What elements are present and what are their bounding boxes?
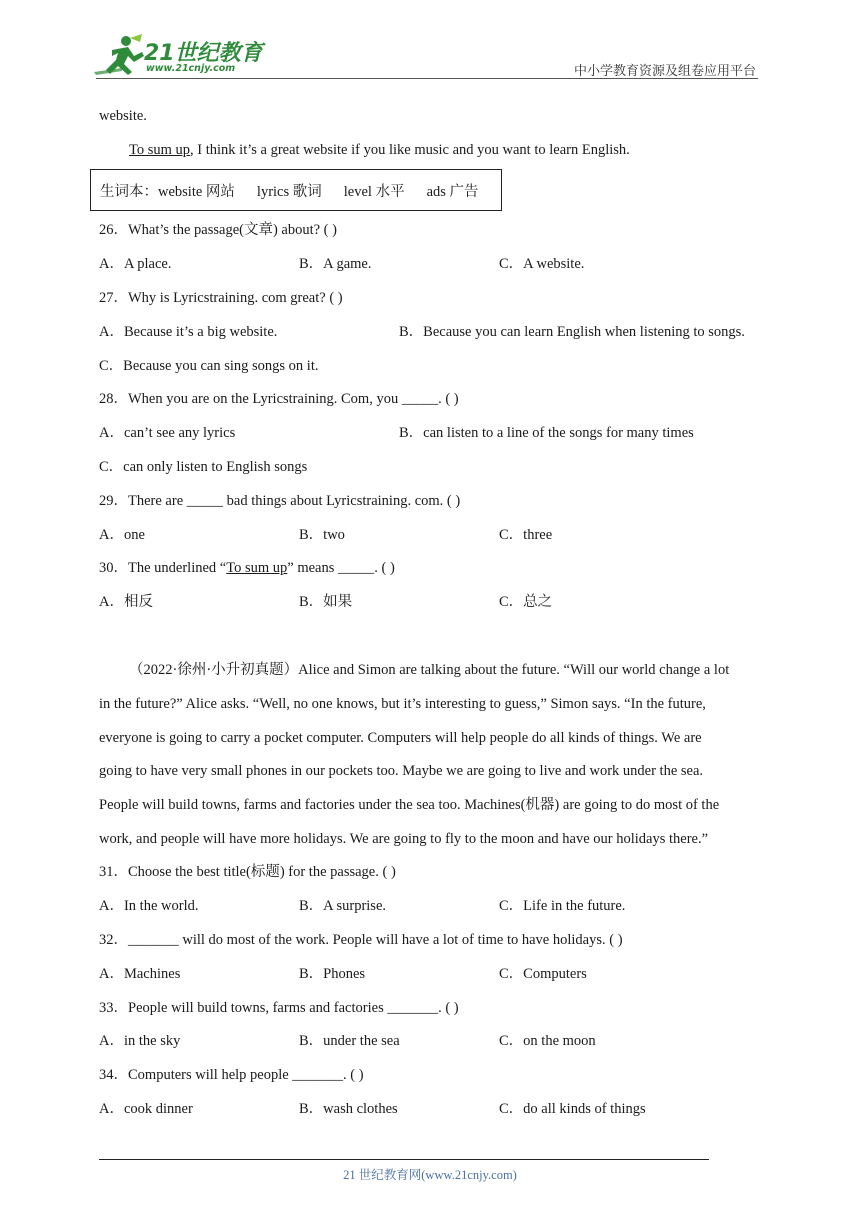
vocabulary-box (90, 169, 502, 211)
footer-divider (99, 1159, 709, 1160)
option-b[interactable]: B．two (299, 527, 345, 543)
question-30-suffix: ” means _____. ( ) (287, 560, 395, 576)
option-b[interactable]: B．A surprise. (299, 898, 386, 914)
option-c[interactable]: C．Because you can sing songs on it. (99, 358, 319, 374)
question-29: 29．There are _____ bad things about Lyricstraining. com. ( ) (99, 493, 461, 509)
option-b[interactable]: B．如果 (299, 594, 353, 610)
option-c[interactable]: C．do all kinds of things (499, 1101, 646, 1117)
question-32: 32．_______ will do most of the work. People will have a lot of time to have holidays. ( ) (99, 932, 623, 948)
vocab-item: level 水平 (343, 184, 405, 200)
option-b[interactable]: B．under the sea (299, 1033, 400, 1049)
option-a[interactable]: A．can’t see any lyrics (99, 425, 236, 441)
option-c[interactable]: C．A website. (499, 256, 585, 272)
passage-line: People will build towns, farms and factories under the sea too. Machines(机器) are going to do most of the (99, 797, 720, 813)
question-34: 34．Computers will help people _______. ( ) (99, 1067, 364, 1083)
vocab-item: lyrics 歌词 (256, 184, 322, 200)
option-a[interactable]: A．cook dinner (99, 1101, 193, 1117)
page-header (0, 0, 860, 90)
vocabulary-list (100, 180, 479, 201)
option-c[interactable]: C．can only listen to English songs (99, 459, 308, 475)
underlined-phrase: To sum up (226, 560, 288, 576)
question-26: 26．What’s the passage(文章) about? ( ) (99, 222, 337, 238)
option-c[interactable]: C．Life in the future. (499, 898, 626, 914)
option-c[interactable]: C．on the moon (499, 1033, 596, 1049)
option-b[interactable]: B．Because you can learn English when listening to songs. (399, 324, 745, 340)
question-31: 31．Choose the best title(标题) for the passage. ( ) (99, 864, 396, 880)
option-a[interactable]: A．in the sky (99, 1033, 181, 1049)
option-c[interactable]: C．three (499, 527, 553, 543)
passage-tail: website. (99, 108, 147, 124)
passage-line: going to have very small phones in our pockets too. Maybe we are going to live and work under the sea. (99, 763, 704, 779)
passage-line: in the future?” Alice asks. “Well, no one knows, but it’s interesting to guess,” Simon says. “In the future, (99, 696, 706, 712)
vocab-item: website 网站 (158, 184, 235, 200)
option-a[interactable]: A．In the world. (99, 898, 199, 914)
question-30-prefix: 30．The underlined “ (99, 560, 227, 576)
summary-text: , I think it’s a great website if you like music and you want to learn English. (190, 142, 630, 158)
runner-logo-icon (92, 34, 152, 78)
question-30 (99, 558, 395, 578)
vocab-label: 生词本： (100, 184, 158, 200)
vocab-item: ads 广告 (426, 184, 479, 200)
passage-line: everyone is going to carry a pocket computer. Computers will help people do all kinds of things. We are (99, 730, 702, 746)
option-b[interactable]: B．can listen to a line of the songs for many times (399, 425, 694, 441)
option-a[interactable]: A．one (99, 527, 145, 543)
question-28: 28．When you are on the Lyricstraining. Com, you _____. ( ) (99, 391, 459, 407)
option-a[interactable]: A．Because it’s a big website. (99, 324, 278, 340)
option-a[interactable]: A．A place. (99, 256, 172, 272)
logo-url: www.21cnjy.com (146, 63, 236, 74)
passage-line: work, and people will have more holidays. We are going to fly to the moon and have our holidays there.” (99, 831, 709, 847)
question-27: 27．Why is Lyricstraining. com great? ( ) (99, 290, 343, 306)
option-b[interactable]: B．A game. (299, 256, 372, 272)
option-a[interactable]: A．Machines (99, 966, 181, 982)
option-b[interactable]: B．Phones (299, 966, 366, 982)
option-a[interactable]: A．相反 (99, 594, 153, 610)
option-c[interactable]: C．Computers (499, 966, 587, 982)
passage-summary (129, 140, 630, 160)
option-c[interactable]: C．总之 (499, 594, 553, 610)
header-divider (96, 78, 758, 79)
logo-title: 21世纪教育 (144, 41, 263, 66)
question-33: 33．People will build towns, farms and factories _______. ( ) (99, 1000, 459, 1016)
site-logo[interactable] (92, 34, 262, 78)
page-footer[interactable]: 21 世纪教育网(www.21cnjy.com) (343, 1168, 517, 1182)
option-b[interactable]: B．wash clothes (299, 1101, 398, 1117)
passage-line: （2022·徐州·小升初真题）Alice and Simon are talking about the future. “Will our world change a lot (129, 662, 730, 678)
platform-name: 中小学教育资源及组卷应用平台 (573, 63, 756, 78)
underlined-phrase: To sum up (129, 142, 191, 158)
